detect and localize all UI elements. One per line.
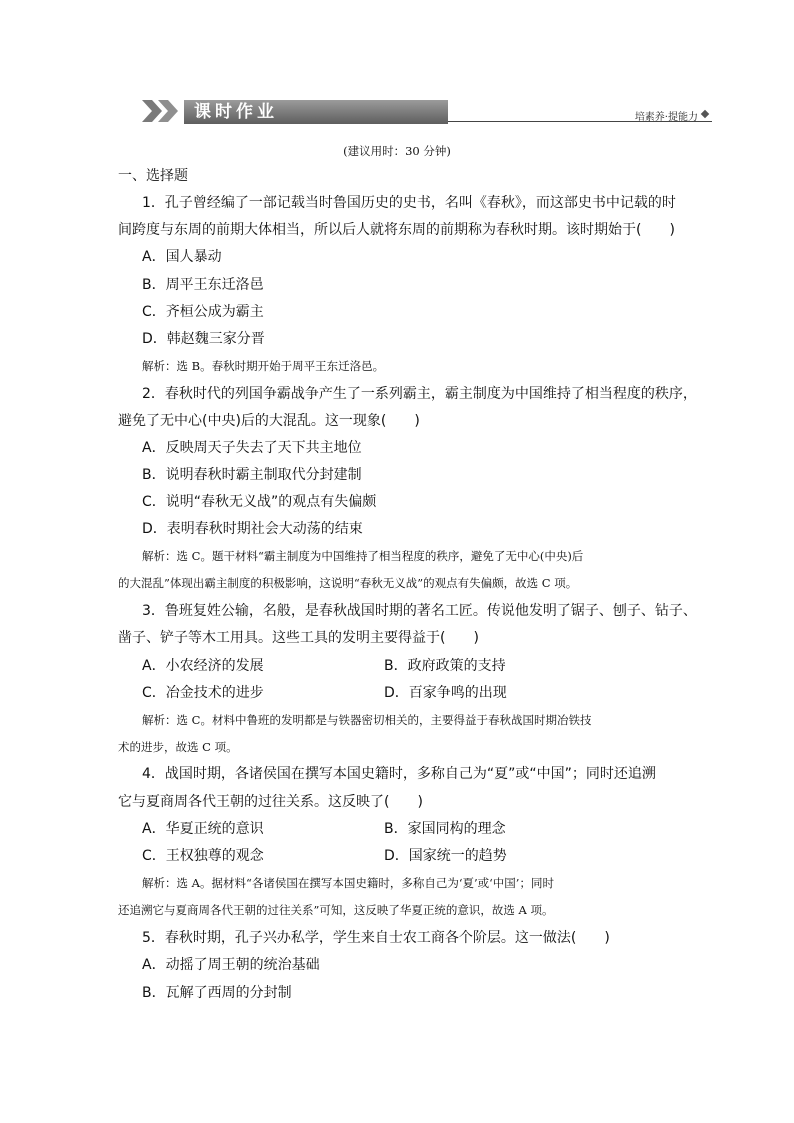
suggested-time: (建议用时：30 分钟) <box>343 144 451 158</box>
option-a[interactable]: A．反映周天子失去了天下共主地位 <box>142 440 362 456</box>
question-stem-line: 2．春秋时代的列国争霸战争产生了一系列霸主，霸主制度为中国维持了相当程度的秩序， <box>142 386 697 402</box>
option-b[interactable]: B．家国同构的理念 <box>384 821 506 837</box>
diamond-icon <box>701 110 709 118</box>
option-c[interactable]: C．王权独尊的观念 <box>142 848 264 864</box>
analysis-line: 解析：选 C。题干材料“霸主制度为中国维持了相当程度的秩序，避免了无中心(中央)后 <box>142 549 584 563</box>
question-stem-line: 间跨度与东周的前期大体相当，所以后人就将东周的前期称为春秋时期。该时期始于( ) <box>118 222 675 238</box>
option-d[interactable]: D．表明春秋时期社会大动荡的结束 <box>142 521 363 537</box>
option-b[interactable]: B．政府政策的支持 <box>384 658 506 674</box>
chevron-right-icon <box>156 100 178 122</box>
analysis-line: 解析：选 A。据材料“各诸侯国在撰写本国史籍时，多称自己为‘夏’或‘中国’；同时 <box>142 876 554 890</box>
header-slogan: 培素养·提能力 <box>634 112 698 123</box>
question-stem-line: 5．春秋时期，孔子兴办私学，学生来自士农工商各个阶层。这一做法( ) <box>142 930 610 946</box>
option-b[interactable]: B．周平王东迁洛邑 <box>142 277 264 293</box>
question-stem-line: 避免了无中心(中央)后的大混乱。这一现象( ) <box>118 413 420 429</box>
analysis-line: 还追溯它与夏商周各代王朝的过往关系”可知，这反映了华夏正统的意识，故选 A 项。 <box>118 903 554 917</box>
option-a[interactable]: A．动摇了周王朝的统治基础 <box>142 957 320 973</box>
analysis-line: 术的进步，故选 C 项。 <box>118 740 238 754</box>
option-b[interactable]: B．瓦解了西周的分封制 <box>142 985 292 1001</box>
analysis-line: 解析：选 B。春秋时期开始于周平王东迁洛邑。 <box>142 359 385 373</box>
option-d[interactable]: D．国家统一的趋势 <box>384 848 507 864</box>
question-stem-line: 凿子、铲子等木工用具。这些工具的发明主要得益于( ) <box>118 630 479 646</box>
option-a[interactable]: A．国人暴动 <box>142 249 222 265</box>
option-c[interactable]: C．说明“春秋无义战”的观点有失偏颇 <box>142 494 377 510</box>
question-stem-line: 它与夏商周各代王朝的过往关系。这反映了( ) <box>118 794 423 810</box>
question-stem-line: 1．孔子曾经编了一部记载当时鲁国历史的史书，名叫《春秋》，而这部史书中记载的时 <box>142 195 676 211</box>
question-stem-line: 3．鲁班复姓公输，名般，是春秋战国时期的著名工匠。传说他发明了锯子、刨子、钻子、 <box>142 603 697 619</box>
section-title: 一、选择题 <box>118 168 188 184</box>
option-c[interactable]: C．齐桓公成为霸主 <box>142 304 264 320</box>
option-c[interactable]: C．冶金技术的进步 <box>142 685 264 701</box>
analysis-line: 解析：选 C。材料中鲁班的发明都是与铁器密切相关的，主要得益于春秋战国时期冶铁技 <box>142 713 592 727</box>
question-stem-line: 4．战国时期，各诸侯国在撰写本国史籍时，多称自己为“夏”或“中国”；同时还追溯 <box>142 766 656 782</box>
option-d[interactable]: D．百家争鸣的出现 <box>384 685 507 701</box>
option-d[interactable]: D．韩赵魏三家分晋 <box>142 331 265 347</box>
page-title: 课时作业 <box>194 102 278 122</box>
option-a[interactable]: A．华夏正统的意识 <box>142 821 264 837</box>
analysis-line: 的大混乱”体现出霸主制度的积极影响，这说明“春秋无义战”的观点有失偏颇，故选 C 项。 <box>118 576 578 590</box>
option-a[interactable]: A．小农经济的发展 <box>142 658 264 674</box>
header-banner <box>140 96 710 128</box>
option-b[interactable]: B．说明春秋时霸主制取代分封建制 <box>142 467 362 483</box>
